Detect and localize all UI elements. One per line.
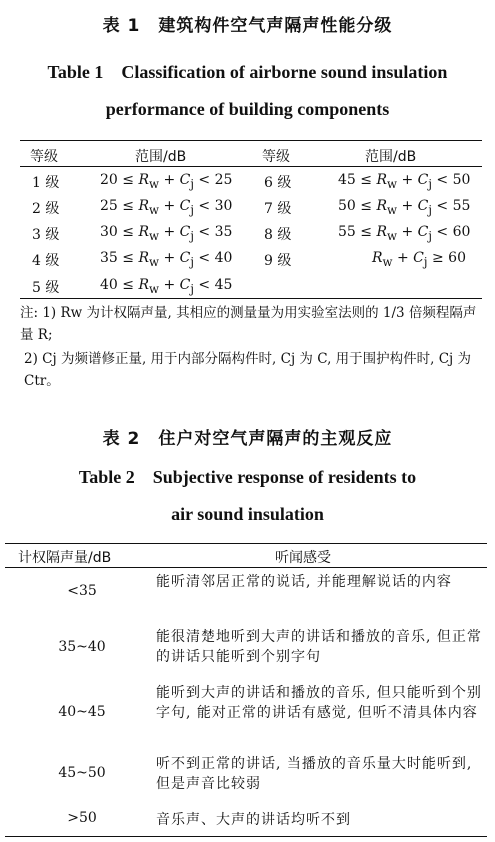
response-cell: 听不到正常的讲话, 当播放的音乐量大时能听到, 但是声音比较弱 — [156, 756, 473, 792]
response-cell: 能很清楚地听到大声的讲话和播放的音乐, 但正常的讲话只能听到个别字句 — [156, 629, 482, 665]
response-cell: 音乐声、大声的讲话均听不到 — [156, 812, 351, 828]
range-hi: 40 — [214, 250, 233, 266]
table1-note-2: 2) Cj 为频谱修正量, 用于内部分隔构件时, Cj 为 C, 用于围护构件时, Cj 为 Ctr。 — [24, 351, 472, 389]
response-cell: 能听清邻居正常的说话, 并能理解说话的内容 — [156, 574, 452, 590]
table2-header-rule — [5, 567, 487, 568]
range-cell: $20 \le R_w + C_j < 25$ — [100, 172, 233, 191]
range-cell: 40~45 — [58, 704, 106, 720]
range-hi: 45 — [214, 277, 233, 293]
range-cell: >50 — [67, 810, 97, 826]
grade-cell: 1 级 — [32, 175, 60, 191]
range-hi: 55 — [452, 198, 471, 214]
range-lo: 30 — [100, 224, 118, 240]
table1-header-grade-2: 等级 — [262, 149, 290, 165]
range-cell: $40 \le R_w + C_j < 45$ — [100, 277, 233, 296]
table1-header-grade-1: 等级 — [30, 149, 58, 165]
range-cell: 35~40 — [58, 639, 106, 655]
table1-caption-en-1: Table 1 Classification of airborne sound insulation — [47, 62, 448, 82]
range-cell: $45 \le R_w + C_j < 50$ — [338, 172, 471, 191]
range-cell: $35 \le R_w + C_j < 40$ — [100, 250, 233, 269]
table2-bottom-rule — [5, 836, 487, 837]
range-hi: 25 — [214, 172, 233, 188]
table2-caption-en-2: air sound insulation — [171, 504, 324, 524]
table1-note-1: 注: 1) Rw 为计权隔声量, 其相应的测量量为用实验室法则的 1/3 倍频程隔声量 R; — [20, 305, 477, 343]
grade-cell: 7 级 — [264, 201, 292, 217]
table2-header-range: 计权隔声量/dB — [18, 550, 112, 566]
range-cell: $R_w + C_j \ge 60$ — [372, 250, 466, 269]
grade-cell: 4 级 — [32, 253, 60, 269]
range-hi: 60 — [452, 224, 471, 240]
range-hi: 60 — [448, 250, 466, 266]
range-cell: $55 \le R_w + C_j < 60$ — [338, 224, 471, 243]
grade-cell: 5 级 — [32, 280, 60, 296]
range-cell: $30 \le R_w + C_j < 35$ — [100, 224, 233, 243]
range-lo: 35 — [100, 250, 118, 266]
range-cell: $50 \le R_w + C_j < 55$ — [338, 198, 471, 217]
table1-header-range-2: 范围/dB — [365, 149, 417, 165]
range-cell: 45~50 — [58, 765, 106, 781]
grade-cell: 9 级 — [264, 253, 292, 269]
table1-bottom-rule — [20, 298, 482, 299]
grade-cell: 8 级 — [264, 227, 292, 243]
grade-cell: 3 级 — [32, 227, 60, 243]
range-lo: 55 — [338, 224, 356, 240]
response-cell: 能听到大声的讲话和播放的音乐, 但只能听到个别字句, 能对正常的讲话有感觉, 但听不清具体内容 — [156, 685, 482, 721]
table2-top-rule — [5, 543, 487, 544]
table1-header-range-1: 范围/dB — [135, 149, 187, 165]
grade-cell: 2 级 — [32, 201, 60, 217]
table1-top-rule — [20, 140, 482, 141]
table2-caption-en-1: Table 2 Subjective response of residents to — [78, 467, 417, 487]
range-cell: $25 \le R_w + C_j < 30$ — [100, 198, 233, 217]
table2-header-response: 听闻感受 — [275, 550, 331, 566]
range-cell: <35 — [67, 583, 97, 599]
range-lo: 50 — [338, 198, 356, 214]
range-lo: 40 — [100, 277, 118, 293]
range-hi: 35 — [214, 224, 233, 240]
range-hi: 30 — [214, 198, 233, 214]
table1-caption-en-2: performance of building components — [105, 99, 390, 119]
range-lo: 45 — [338, 172, 356, 188]
grade-cell: 6 级 — [264, 175, 292, 191]
range-lo: 20 — [100, 172, 118, 188]
table1-caption-cn: 表 1 建筑构件空气声隔声性能分级 — [102, 16, 393, 36]
range-hi: 50 — [452, 172, 471, 188]
table2-caption-cn: 表 2 住户对空气声隔声的主观反应 — [102, 429, 393, 449]
range-lo: 25 — [100, 198, 118, 214]
table1-header-rule — [20, 166, 482, 167]
